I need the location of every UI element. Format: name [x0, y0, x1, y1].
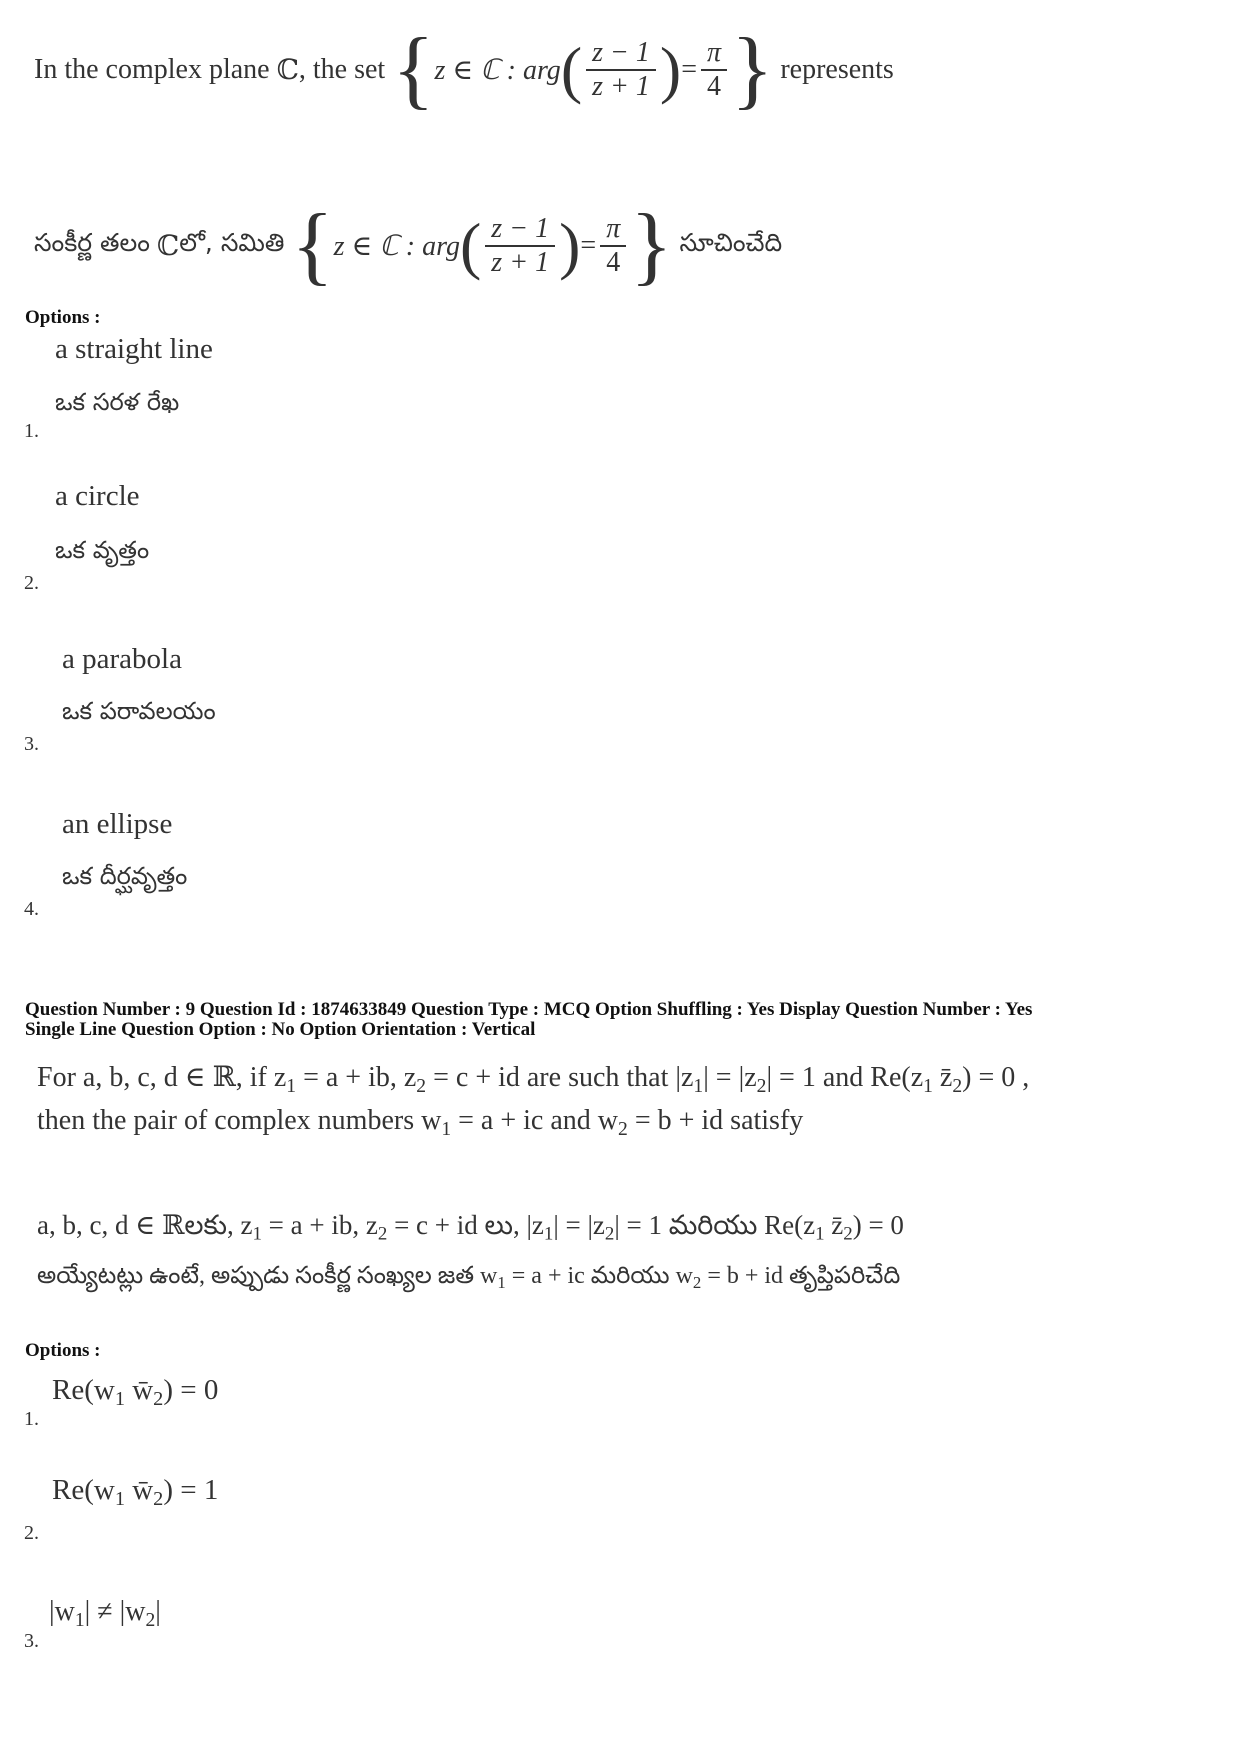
q8-equals: = [681, 54, 698, 85]
q9-option-2-number: 2. [24, 1522, 39, 1544]
q8-en-set-word: , the set [298, 54, 386, 85]
q8-rhs-num: π [701, 37, 727, 71]
q8-option-3-te[interactable]: ఒక పరావలయం [62, 697, 216, 725]
q8-te-rhs-den: 4 [606, 247, 621, 278]
q8-english-line [34, 22, 894, 118]
q8-denominator: z + 1 [592, 71, 650, 102]
q8-te-denominator: z + 1 [491, 247, 550, 278]
q8-te-mid: లో, సమితి [179, 228, 285, 257]
q8-te-open-paren: ( [459, 210, 482, 281]
q8-option-4-en[interactable]: an ellipse [62, 808, 173, 840]
q8-te-rhs-fraction [600, 213, 626, 279]
q8-option-3-en[interactable]: a parabola [62, 643, 182, 675]
q9-options-label: Options : [25, 1340, 101, 1361]
q9-english-line-1: For a, b, c, d ∈ ℝ, if $z_1 = a$ + ib, $z_2 = c$ + id are such that $|z_1| = |z_2| = 1$ and $Re(z_1$ $z̄_2) = 0$ , [37, 1062, 1030, 1097]
q8-numerator: z − 1 [586, 37, 656, 71]
q8-option-1-en[interactable]: a straight line [55, 333, 213, 365]
q8-option-2-number: 2. [24, 572, 39, 594]
q9-option-2[interactable]: $Re(w_1$ $w̄_2) = 1$ [52, 1474, 219, 1511]
q8-rhs-den: 4 [707, 71, 722, 102]
q8-close-brace: } [731, 21, 774, 118]
q8-en-suffix: represents [780, 54, 894, 85]
q9-option-1-number: 1. [24, 1408, 39, 1430]
q8-option-4-number: 4. [24, 898, 39, 920]
q9-meta-line-1: Question Number : 9 Question Id : 1874633849 Question Type : MCQ Option Shuffling : Yes Display Question Number : Yes [25, 999, 1033, 1020]
q8-option-3-number: 3. [24, 733, 39, 755]
q8-te-close-paren: ) [559, 210, 581, 281]
q9-telugu-line-2: అయ్యేటట్లు ఉంటే, అప్పుడు సంకీర్ణ సంఖ్యల జత $w_1 = a$ + ic మరియు $w_2 = b$ + id తృప్తిపరిచేది [37, 1263, 901, 1293]
q8-option-2-en[interactable]: a circle [55, 480, 140, 512]
q8-te-suffix: సూచించేది [679, 228, 783, 257]
q8-te-symbol-c: ℂ [156, 231, 180, 262]
q9-telugu-line-1: a, b, c, d ∈ ℝలకు, $z_1 = a$ + ib, $z_2 = c$ + id లు, $|z_1| = |z_2| = 1$ మరియు $Re(z_1$ $z̄_2) = 0$ [37, 1210, 904, 1245]
q8-te-set-lhs: z ∈ ℂ : arg [333, 231, 460, 262]
q9-english-line-2: then the pair of complex numbers $w_1 = a$ + ic and $w_2 = b$ + id satisfy [37, 1105, 804, 1140]
q8-option-4-te[interactable]: ఒక దీర్ఘవృత్తం [62, 862, 188, 890]
q8-set-lhs: z ∈ ℂ : arg [434, 55, 561, 86]
q8-close-paren: ) [659, 34, 682, 105]
q9-option-3-number: 3. [24, 1630, 39, 1652]
q8-fraction [586, 37, 656, 103]
q8-open-paren: ( [560, 34, 583, 105]
q8-te-close-brace: } [630, 197, 673, 294]
q8-option-1-te[interactable]: ఒక సరళ రేఖ [55, 388, 180, 416]
q8-te-rhs-num: π [600, 213, 626, 247]
q8-rhs-fraction [701, 37, 727, 103]
q8-en-prefix: In the complex plane [34, 54, 270, 85]
q8-te-fraction [485, 213, 555, 279]
q9-meta-line-2: Single Line Question Option : No Option Orientation : Vertical [25, 1019, 536, 1040]
q8-option-2-te[interactable]: ఒక వృత్తం [55, 536, 150, 564]
q8-te-open-brace: { [291, 197, 334, 294]
q8-te-equals: = [580, 230, 597, 261]
q8-symbol-c: ℂ [276, 55, 299, 86]
q8-telugu-line [34, 198, 782, 294]
q8-te-numerator: z − 1 [485, 213, 555, 247]
q8-open-brace: { [392, 21, 435, 118]
q8-te-prefix: సంకీర్ణ తలం [34, 228, 150, 257]
q9-option-1[interactable]: $Re(w_1$ $w̄_2) = 0$ [52, 1374, 219, 1411]
q9-option-3[interactable]: $|w_1| \ne |w_2|$ [49, 1596, 161, 1631]
q8-options-label: Options : [25, 307, 101, 328]
q8-option-1-number: 1. [24, 420, 39, 442]
